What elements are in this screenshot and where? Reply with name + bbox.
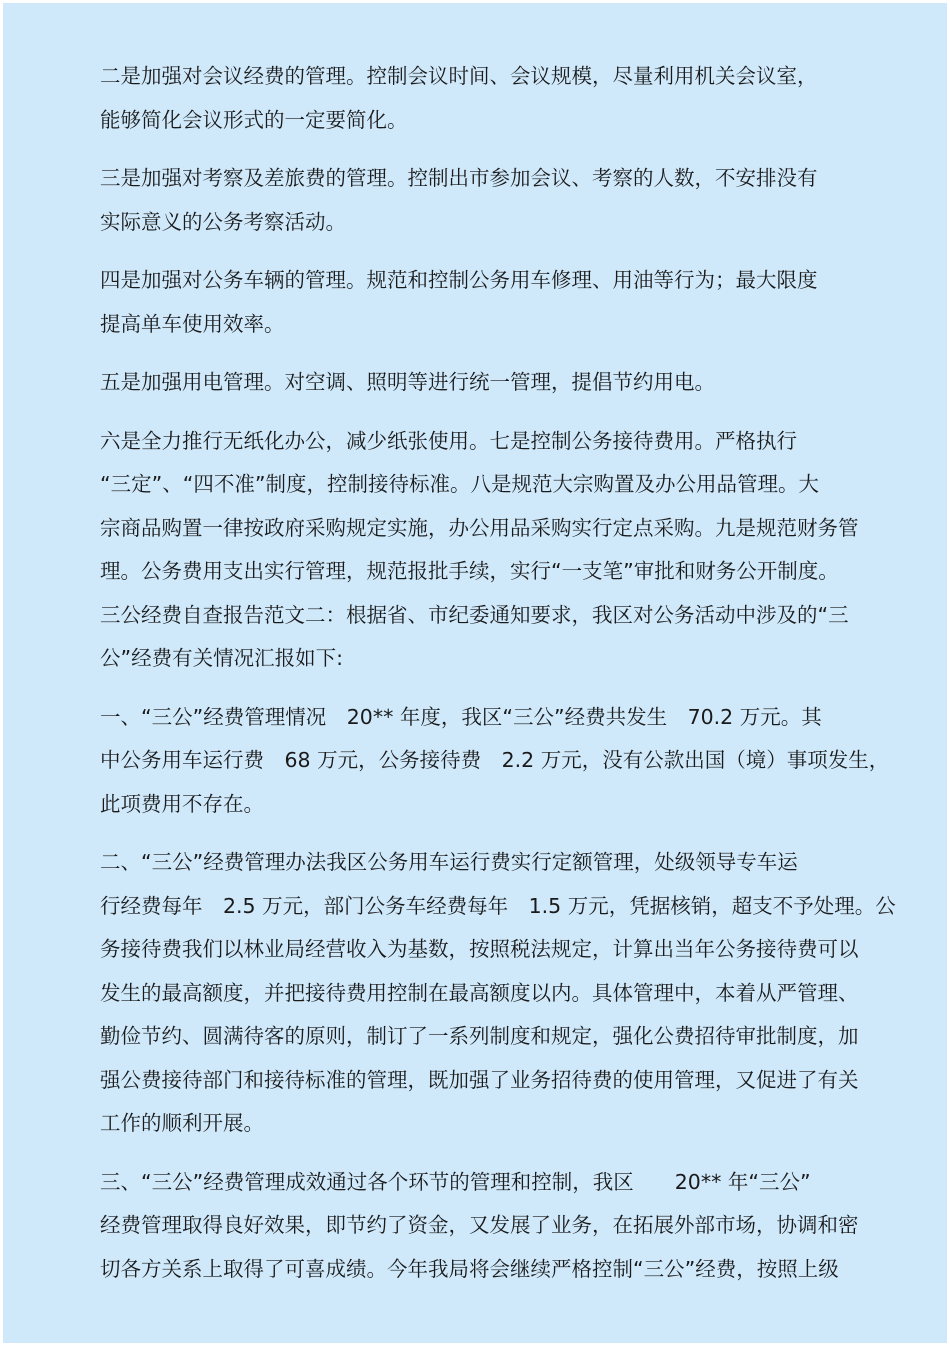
text-line: 三公经费自查报告范文二：根据省、市纪委通知要求，我区对公务活动中涉及的“三 [100,602,849,627]
text-line: “三定”、“四不准”制度，控制接待标准。八是规范大宗购置及办公用品管理。大 [100,472,819,496]
text-line: 能够简化会议形式的一定要简化。 [100,107,408,132]
text-line: 发生的最高额度，并把接待费用控制在最高额度以内。具体管理中，本着从严管理、 [100,980,859,1005]
text-line: 提高单车使用效率。 [100,311,285,336]
paragraph-4 [59,361,894,405]
text-line: 三、“三公”经费管理成效通过各个环节的管理和控制，我区 20** 年“三公” [100,1169,811,1194]
text-line: 实际意义的公务考察活动。 [100,209,346,234]
text-line: 五是加强用电管理。对空调、照明等进行统一管理，提倡节约用电。 [100,370,715,394]
text-line: 中公务用车运行费 68 万元，公务接待费 2.2 万元，没有公款出国（境）事项发生， [100,748,890,772]
document-body [59,55,894,1306]
text-line: 公”经费有关情况汇报如下: [100,646,344,670]
text-line: 宗商品购置一律按政府采购规定实施，办公用品采购实行定点采购。九是规范财务管 [100,515,859,540]
text-line: 理。公务费用支出实行管理，规范报批手续，实行“一支笔”审批和财务公开制度。 [100,559,839,583]
text-line: 一、“三公”经费管理情况 20** 年度，我区“三公”经费共发生 70.2 万元。其 [100,704,822,729]
text-line: 二是加强对会议经费的管理。控制会议时间、会议规模，尽量利用机关会议室， [100,64,818,88]
text-line: 工作的顺利开展。 [100,1111,264,1135]
paragraph-5 [59,420,894,681]
paragraph-7 [59,841,894,1146]
paragraph-6 [59,696,894,827]
text-line: 勤俭节约、圆满待客的原则，制订了一系列制度和规定，强化公费招待审批制度，加 [100,1024,859,1048]
text-line: 二、“三公”经费管理办法我区公务用车运行费实行定额管理，处级领导专车运 [100,850,798,874]
text-line: 行经费每年 2.5 万元，部门公务车经费每年 1.5 万元，凭据核销，超支不予处理。公 [100,893,896,918]
paragraph-3 [59,259,894,346]
text-line: 三是加强对考察及差旅费的管理。控制出市参加会议、考察的人数，不安排没有 [100,166,818,190]
paragraph-1 [59,55,894,142]
document-page [3,3,947,1343]
paragraph-8 [59,1161,894,1292]
text-line: 此项费用不存在。 [100,791,264,816]
text-line: 务接待费我们以林业局经营收入为基数，按照税法规定，计算出当年公务接待费可以 [100,937,859,961]
paragraph-2 [59,157,894,244]
text-line: 四是加强对公务车辆的管理。规范和控制公务用车修理、用油等行为；最大限度 [100,268,818,292]
text-line: 强公费接待部门和接待标准的管理，既加强了业务招待费的使用管理，又促进了有关 [100,1067,859,1092]
text-line: 六是全力推行无纸化办公，减少纸张使用。七是控制公务接待费用。严格执行 [100,428,797,453]
text-line: 经费管理取得良好效果，即节约了资金，又发展了业务，在拓展外部市场，协调和密 [100,1213,859,1237]
text-line: 切各方关系上取得了可喜成绩。今年我局将会继续严格控制“三公”经费，按照上级 [100,1256,839,1281]
